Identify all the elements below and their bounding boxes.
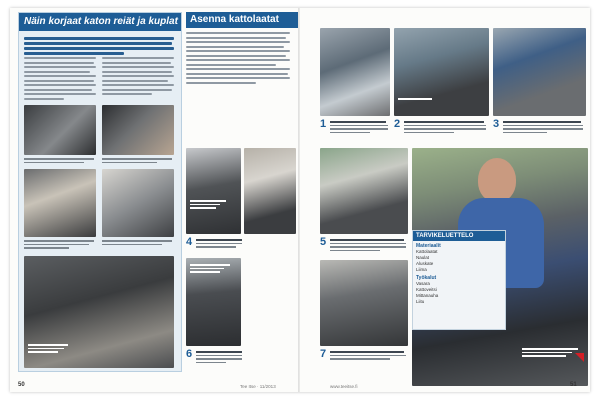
materials-sidebar <box>412 230 506 330</box>
step-number: 4 <box>186 236 193 248</box>
magazine-spread <box>10 8 590 392</box>
photo-step-6 <box>186 258 241 346</box>
caption-left-2 <box>24 240 96 251</box>
box-body-text-col1 <box>24 57 96 102</box>
box-lead-text <box>24 37 176 57</box>
step-1-caption <box>330 121 390 135</box>
photo-cutting-shingle <box>102 105 174 155</box>
photo-step-5 <box>244 148 296 234</box>
photo-step-3 <box>493 28 586 116</box>
sidebar-item: Aluskate <box>416 261 434 266</box>
step-number: 3 <box>493 118 500 130</box>
footer-left: Tee Itse · 11/2013 <box>240 384 276 389</box>
caption-right-2 <box>102 240 174 247</box>
page-number-right: 51 <box>570 382 577 388</box>
sidebar-item: Kattolaatat <box>416 249 438 254</box>
step-3-caption <box>503 121 585 135</box>
repair-info-box <box>18 12 182 372</box>
step-6-caption <box>196 351 244 365</box>
sidebar-item: Liitu <box>416 299 425 304</box>
sidebar-item: Mittanauha <box>416 293 439 298</box>
box-body-text-col2 <box>102 57 174 98</box>
roofer-head <box>478 158 516 202</box>
step-2-caption <box>404 121 488 135</box>
photo-roof-damage <box>24 105 96 155</box>
footer-right: www.teeitse.fi <box>330 384 358 389</box>
photo-patching-roof <box>24 256 174 368</box>
step-number: 1 <box>320 118 327 130</box>
step-number: 7 <box>320 348 327 360</box>
caption-right-1 <box>102 158 174 165</box>
sidebar-title: TARVIKELUETTELO <box>413 231 505 241</box>
photo-step-5b <box>320 148 408 234</box>
box-title: Näin korjaat katon reiät ja kuplat <box>19 13 181 31</box>
sidebar-item: Vasara <box>416 281 430 286</box>
page-corner-marker <box>575 353 584 362</box>
caption-left-1 <box>24 158 96 165</box>
photo-step-4 <box>186 148 241 234</box>
right-page <box>300 8 590 392</box>
sidebar-item: Liima <box>416 267 427 272</box>
photo-step-1 <box>320 28 390 116</box>
photo-step-2 <box>394 28 489 116</box>
sidebar-item: Naulat <box>416 255 430 260</box>
photo-step-7 <box>320 260 408 346</box>
step-number: 5 <box>320 236 327 248</box>
step-7-caption <box>330 351 408 362</box>
photo-sealant-tube <box>102 169 174 237</box>
step-5-caption <box>330 239 408 253</box>
intro-text <box>186 32 292 86</box>
step-4-caption <box>196 239 244 250</box>
roofer-caption <box>522 348 582 378</box>
sidebar-group-title: Työkalut <box>416 275 437 281</box>
sidebar-group-title: Materiaalit <box>416 243 441 249</box>
step-number: 2 <box>394 118 401 130</box>
page-number-left: 50 <box>18 382 25 388</box>
page-heading: Asenna kattolaatat <box>186 12 298 28</box>
left-page <box>10 8 300 392</box>
sidebar-item: Kattoveitsi <box>416 287 437 292</box>
photo-lifting-shingle <box>24 169 96 237</box>
step-number: 6 <box>186 348 193 360</box>
